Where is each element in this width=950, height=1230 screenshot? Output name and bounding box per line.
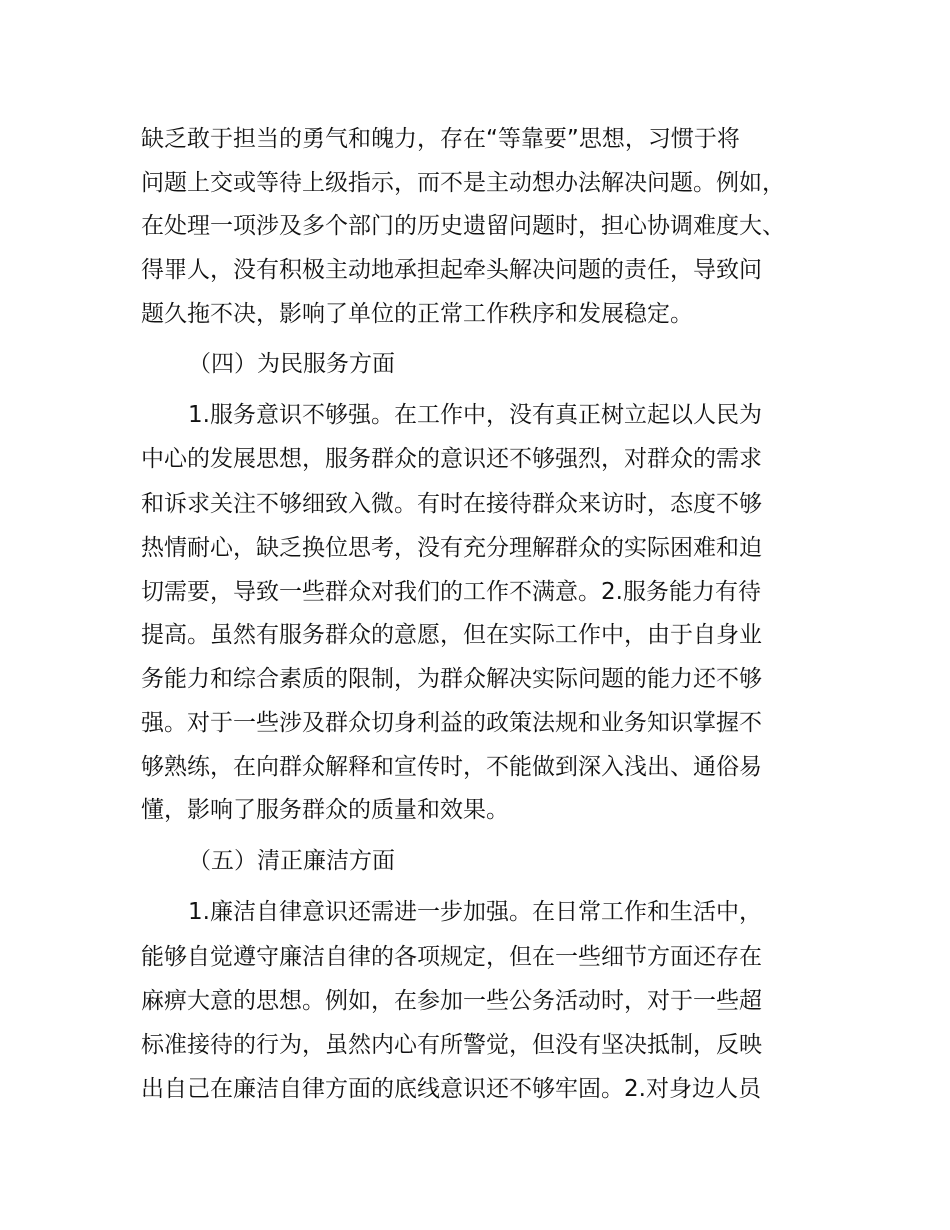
paragraph-line: 热情耐心，缺乏换位思考，没有充分理解群众的实际困难和迫 bbox=[141, 535, 762, 561]
paragraph-line: 和诉求关注不够细致入微。有时在接待群众来访时，态度不够 bbox=[141, 491, 762, 517]
paragraph-line: 够熟练，在向群众解释和宣传时，不能做到深入浅出、通俗易 bbox=[141, 754, 762, 780]
paragraph-line: 出自己在廉洁自律方面的底线意识还不够牢固。2.对身边人员 bbox=[141, 1076, 761, 1102]
paragraph-line: 切需要，导致一些群众对我们的工作不满意。2.服务能力有待 bbox=[141, 579, 761, 605]
paragraph-line: 中心的发展思想，服务群众的意识还不够强烈，对群众的需求 bbox=[141, 446, 762, 472]
paragraph-line: 麻痹大意的思想。例如，在参加一些公务活动时，对于一些超 bbox=[141, 988, 762, 1014]
paragraph-line: 缺乏敢于担当的勇气和魄力，存在“等靠要”思想，习惯于将 bbox=[141, 126, 740, 152]
paragraph-line: 问题上交或等待上级指示，而不是主动想办法解决问题。例如， bbox=[141, 170, 785, 196]
paragraph-line: 标准接待的行为，虽然内心有所警觉，但没有坚决抵制，反映 bbox=[141, 1032, 762, 1058]
paragraph-line: 懂，影响了服务群众的质量和效果。 bbox=[141, 797, 509, 823]
paragraph-line: 1.服务意识不够强。在工作中，没有真正树立起以人民为 bbox=[188, 402, 762, 428]
paragraph-line: 在处理一项涉及多个部门的历史遗留问题时，担心协调难度大、 bbox=[141, 213, 785, 239]
section-heading: （四）为民服务方面 bbox=[188, 351, 395, 377]
paragraph-line: 得罪人，没有积极主动地承担起牵头解决问题的责任，导致问 bbox=[141, 257, 762, 283]
paragraph-line: 强。对于一些涉及群众切身利益的政策法规和业务知识掌握不 bbox=[141, 710, 762, 736]
paragraph-line: 提高。虽然有服务群众的意愿，但在实际工作中，由于自身业 bbox=[141, 622, 762, 648]
section-heading: （五）清正廉洁方面 bbox=[188, 848, 395, 874]
paragraph-line: 能够自觉遵守廉洁自律的各项规定，但在一些细节方面还存在 bbox=[141, 944, 762, 970]
paragraph-line: 务能力和综合素质的限制，为群众解决实际问题的能力还不够 bbox=[141, 666, 762, 692]
paragraph-line: 题久拖不决，影响了单位的正常工作秩序和发展稳定。 bbox=[141, 301, 693, 327]
paragraph-line: 1.廉洁自律意识还需进一步加强。在日常工作和生活中， bbox=[188, 899, 762, 925]
